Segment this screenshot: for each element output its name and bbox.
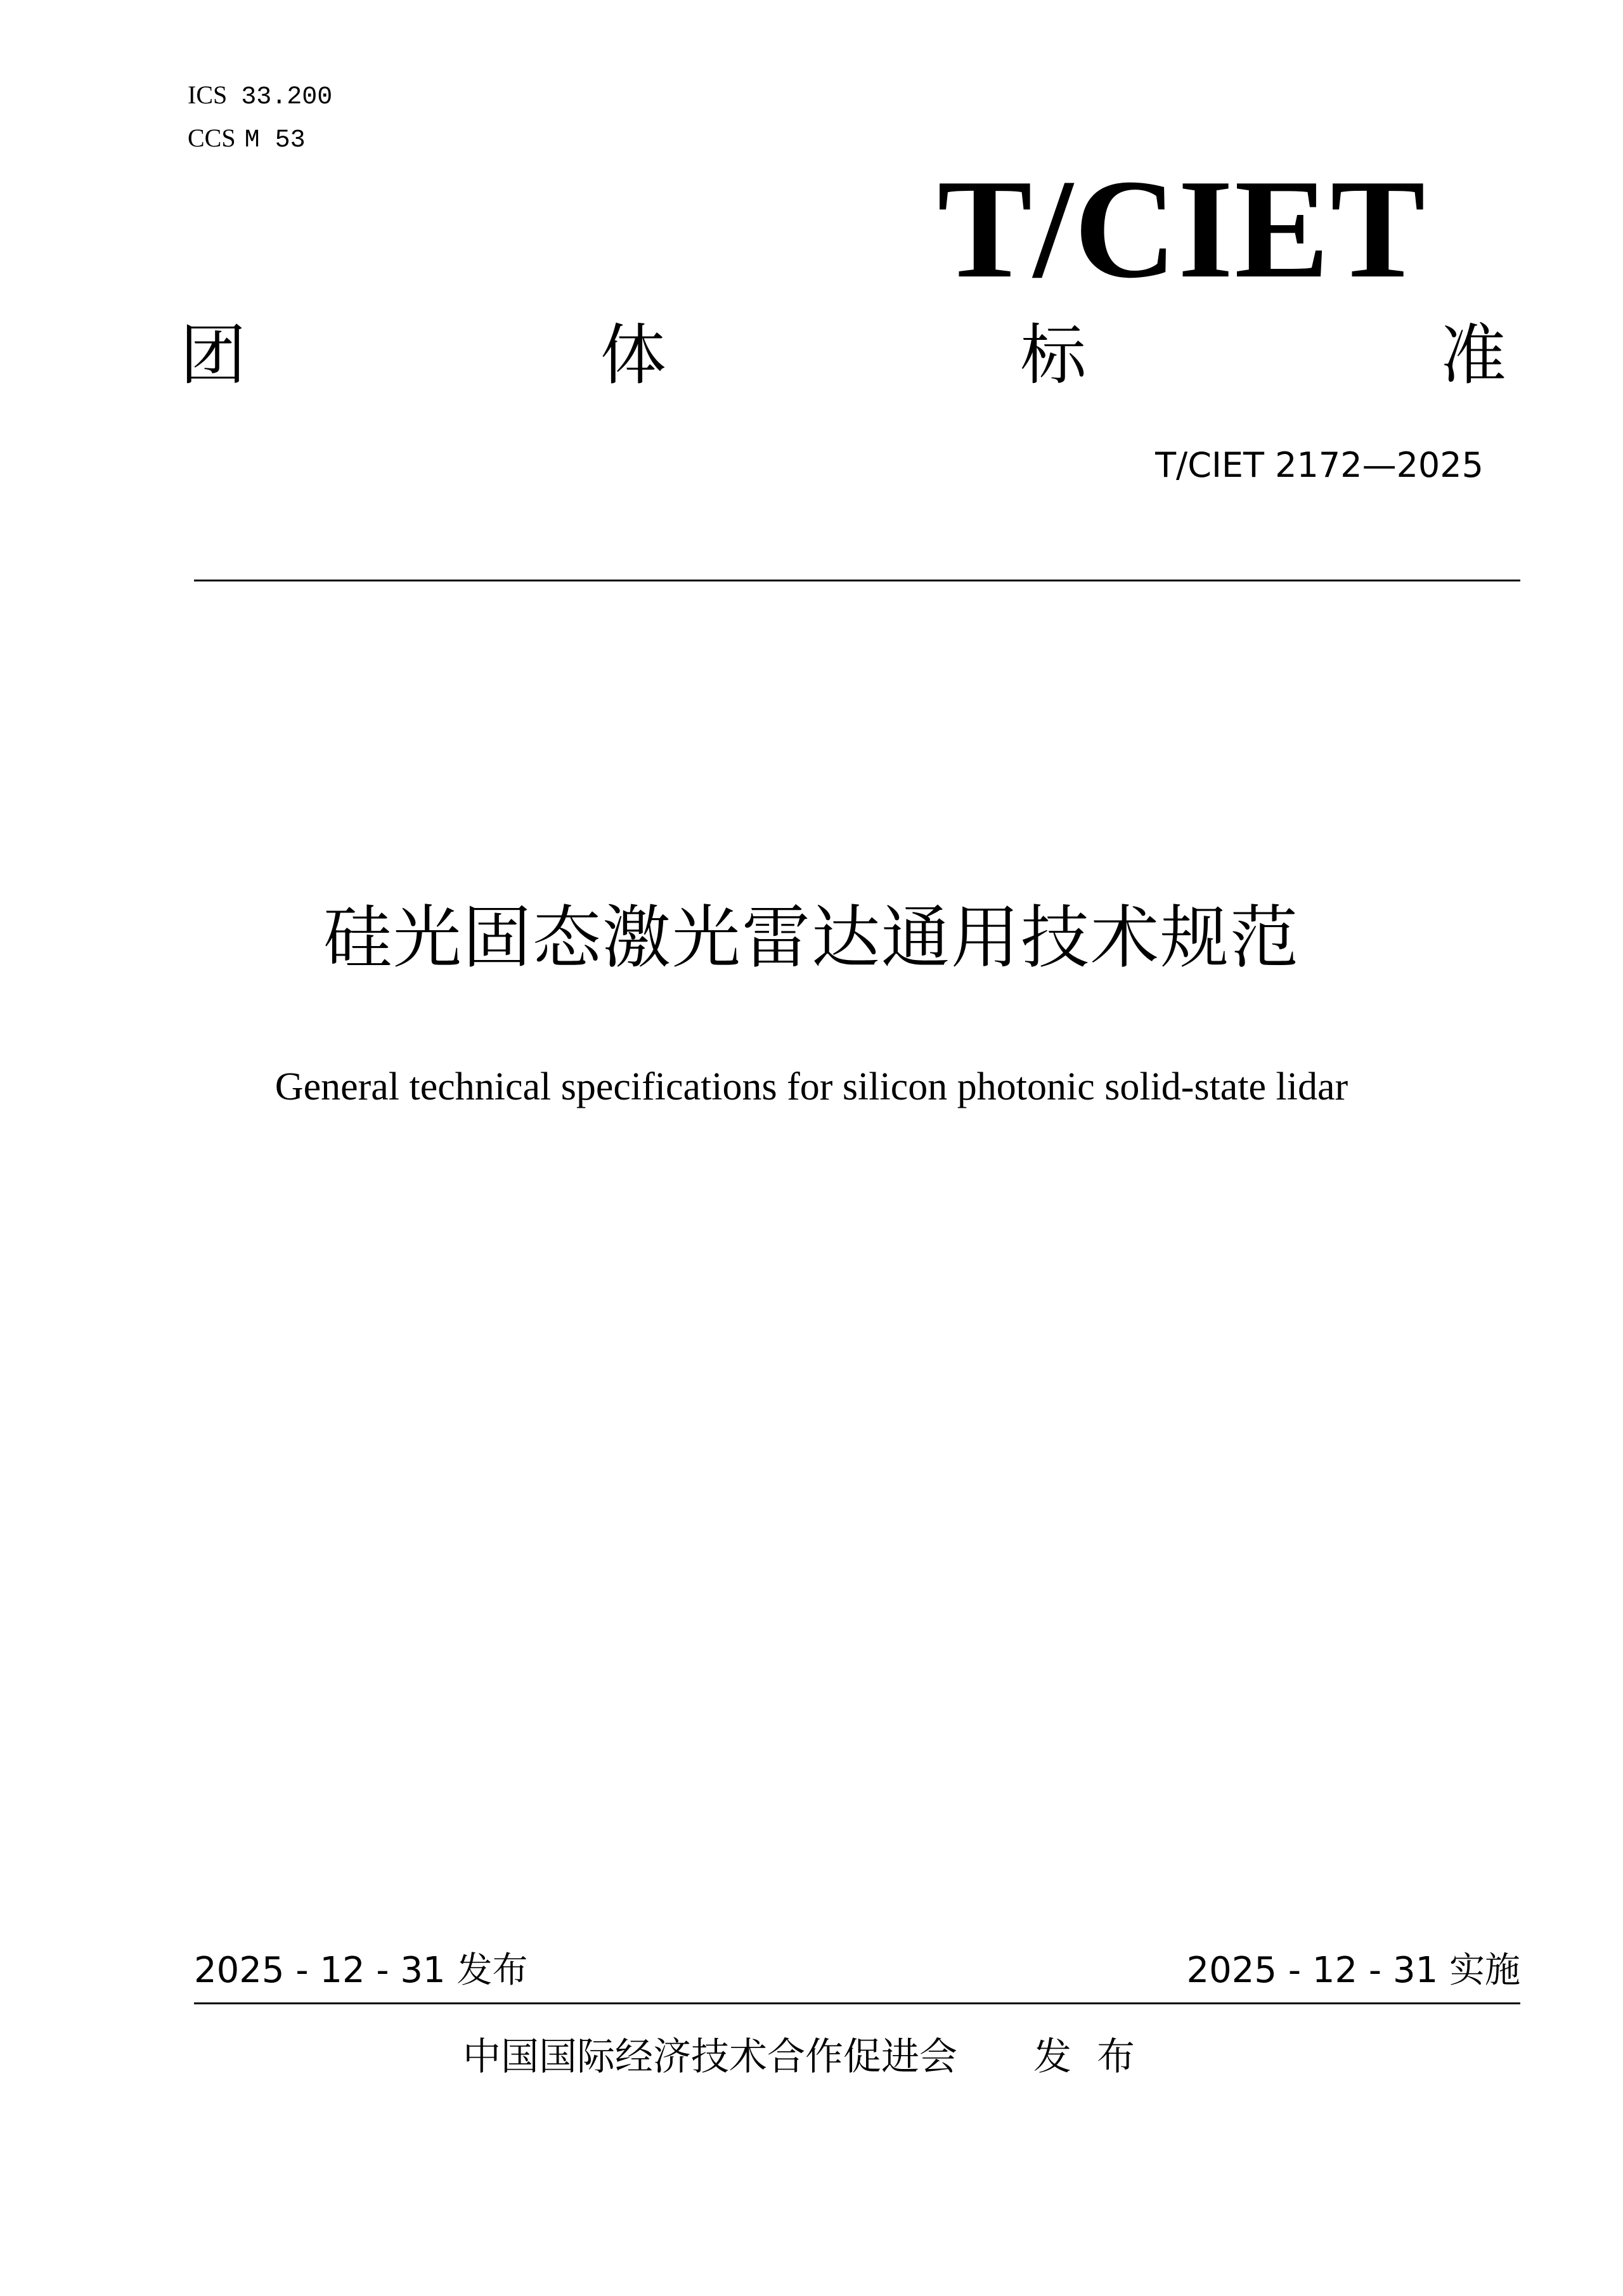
ccs-value: M 53 — [244, 126, 306, 155]
standard-type-char: 准 — [1440, 316, 1506, 394]
ccs-code — [188, 120, 306, 156]
standard-number: T/CIET 2172—2025 — [1155, 445, 1484, 485]
document-title-chinese: 硅光固态激光雷达通用技术规范 — [323, 898, 1300, 978]
standard-type-char: 团 — [180, 316, 247, 394]
ccs-label: CCS — [188, 124, 236, 152]
footer-divider — [194, 2002, 1520, 2004]
standard-type-char: 标 — [1020, 316, 1087, 394]
standard-type-char: 体 — [600, 316, 666, 394]
ics-value: 33.200 — [241, 83, 333, 112]
effective-date: 2025 - 12 - 31 实施 — [1186, 1950, 1520, 1991]
issuer-line — [0, 2027, 1623, 2087]
ics-label: ICS — [188, 81, 228, 109]
publish-date: 2025 - 12 - 31 发布 — [194, 1950, 528, 1991]
header-divider — [194, 580, 1520, 581]
issuer-action: 发布 — [1033, 2035, 1160, 2079]
ics-code — [188, 77, 332, 113]
issuer-name: 中国国际经济技术合作促进会 — [463, 2035, 957, 2079]
organization-mark: T/CIET — [937, 150, 1426, 308]
document-title-english: General technical specifications for silicon photonic solid-state lidar — [275, 1065, 1348, 1108]
standard-type-heading — [180, 316, 1506, 394]
